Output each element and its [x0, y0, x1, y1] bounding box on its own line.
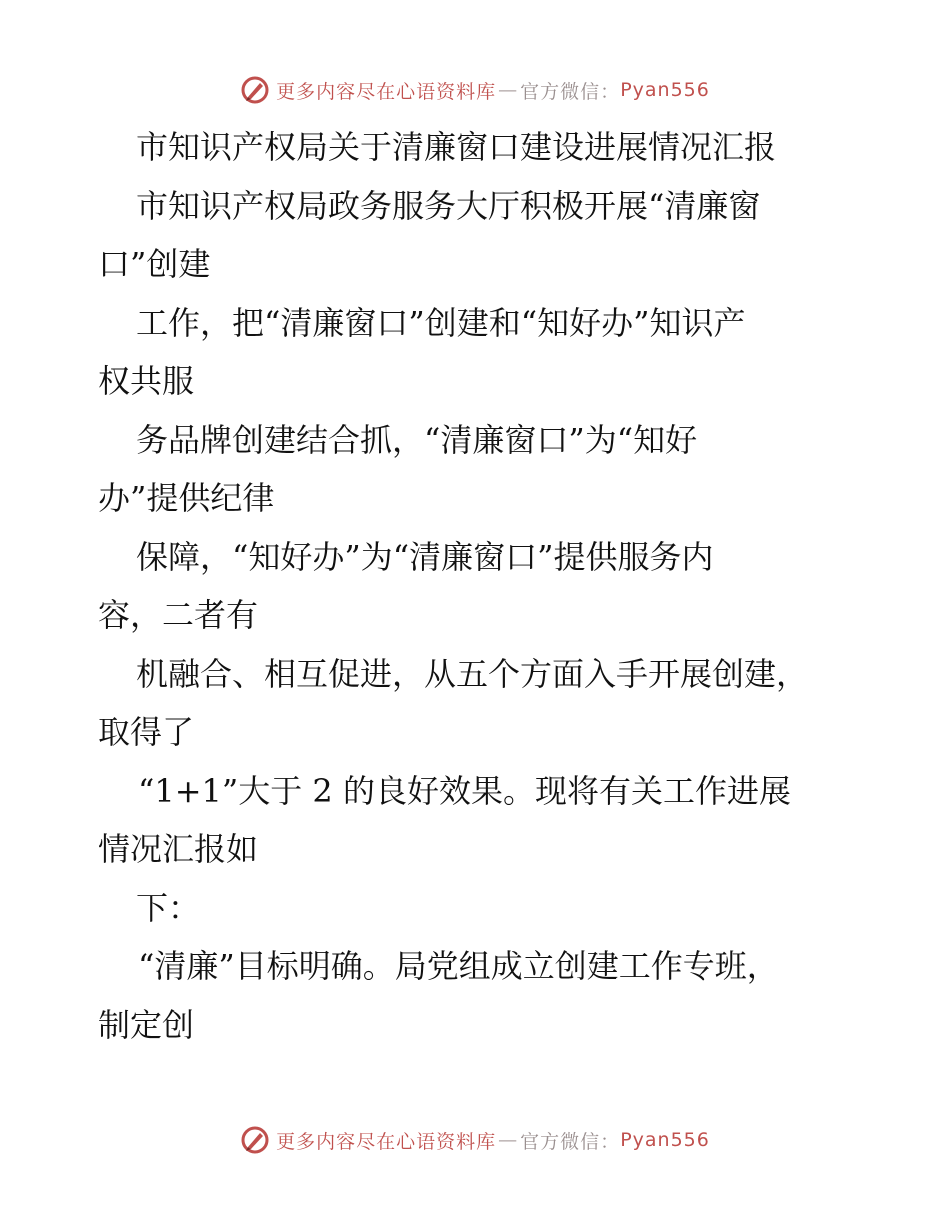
footer-banner: [0, 1120, 950, 1160]
text-line: 机融合、相互促进，从五个方面入手开展创建，: [136, 654, 809, 693]
text-line: 口”创建: [98, 245, 211, 283]
text-line: 情况汇报如: [98, 830, 259, 868]
header-banner-text: 更多内容尽在心语资料库: [276, 80, 497, 103]
text-line: 办”提供纪律: [98, 479, 275, 517]
text-line: 务品牌创建结合抓，“清廉窗口”为“知好: [136, 420, 698, 459]
document-body: [98, 118, 858, 1054]
footer-banner-dash: —: [498, 1129, 519, 1151]
header-banner-label: 官方微信：: [520, 80, 621, 103]
text-line: 保障，“知好办”为“清廉窗口”提供服务内: [136, 537, 714, 576]
header-banner-dash: —: [498, 79, 519, 101]
text-line: 制定创: [98, 1005, 195, 1044]
text-line: 市知识产权局政务服务大厅积极开展“清廉窗: [136, 186, 761, 225]
text-line: “清廉”目标明确。局党组成立创建工作专班，: [138, 947, 779, 985]
text-line: “1+1”大于 2 的良好效果。现将有关工作进展: [138, 771, 791, 810]
footer-banner-label: 官方微信：: [520, 1130, 621, 1153]
text-line: 容，二者有: [98, 596, 259, 634]
text-line: 工作，把“清廉窗口”创建和“知好办”知识产: [136, 303, 746, 342]
header-banner: [0, 70, 950, 110]
text-line: 权共服: [98, 362, 195, 400]
logo-icon: [240, 1125, 270, 1155]
footer-banner-text: 更多内容尽在心语资料库: [276, 1130, 497, 1153]
document-title: 市知识产权局关于清廉窗口建设进展情况汇报: [136, 128, 777, 166]
footer-banner-id: Pyan556: [620, 1129, 710, 1151]
text-line: 下：: [136, 888, 201, 927]
header-banner-id: Pyan556: [620, 79, 710, 101]
logo-icon: [240, 75, 270, 105]
text-line: 取得了: [98, 713, 195, 751]
